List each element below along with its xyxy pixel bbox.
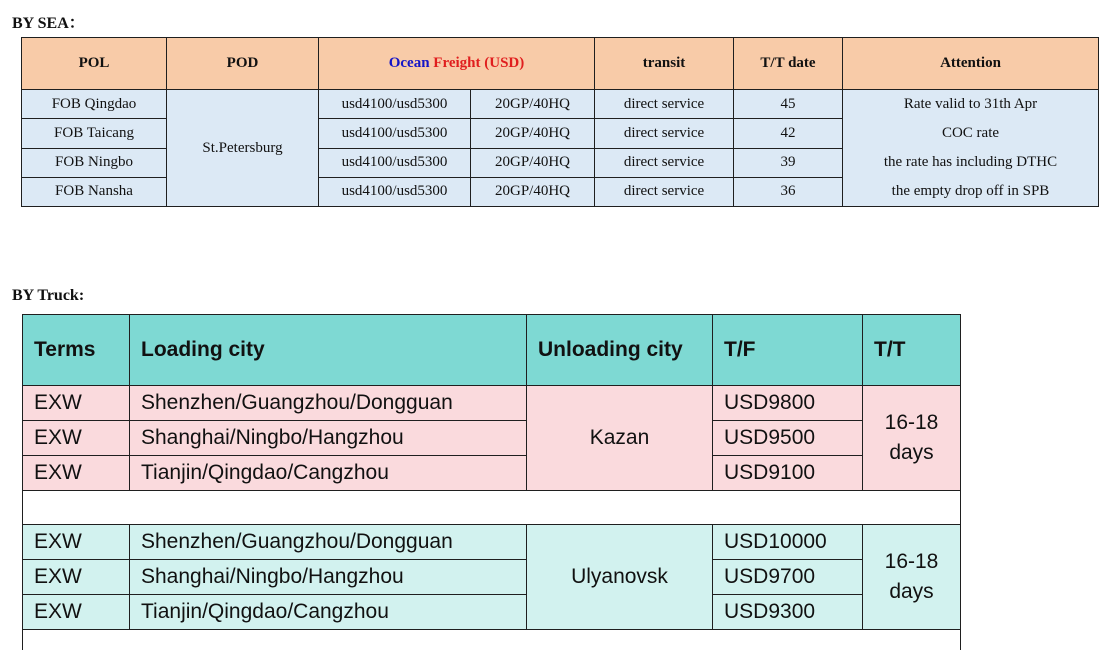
terms-cell: EXW xyxy=(23,525,130,560)
loading-city-cell: Shenzhen/Guangzhou/Dongguan xyxy=(130,525,527,560)
pol-header: POL xyxy=(22,38,167,90)
attention-cell xyxy=(843,90,1099,207)
container-cell: 20GP/40HQ xyxy=(471,177,595,206)
transit-cell: direct service xyxy=(595,148,734,177)
sea-section-heading: BY SEA： xyxy=(12,15,85,32)
tt-date-cell: 36 xyxy=(734,177,843,206)
terms-cell: EXW xyxy=(23,456,130,491)
freight-usd-label: Freight (USD) xyxy=(429,55,525,71)
truck-section-heading: BY Truck: xyxy=(12,287,85,304)
loading-city-cell: Tianjin/Qingdao/Cangzhou xyxy=(130,595,527,630)
terms-cell: EXW xyxy=(23,386,130,421)
pol-cell: FOB Ningbo xyxy=(22,148,167,177)
rate-cell: usd4100/usd5300 xyxy=(319,177,471,206)
tf-cell: USD9800 xyxy=(713,386,863,421)
tf-cell: USD9700 xyxy=(713,560,863,595)
tt-date-cell: 42 xyxy=(734,119,843,148)
ocean-label: Ocean xyxy=(388,55,430,71)
sea-row xyxy=(22,90,1099,119)
sea-freight-table xyxy=(21,37,1099,207)
transit-cell: direct service xyxy=(595,90,734,119)
rate-cell: usd4100/usd5300 xyxy=(319,119,471,148)
attention-line: Rate valid to 31th Apr xyxy=(903,96,1038,112)
spacer-cell xyxy=(23,630,961,651)
terms-cell: EXW xyxy=(23,421,130,456)
loading-city-cell: Shanghai/Ningbo/Hangzhou xyxy=(130,560,527,595)
attention-line: the empty drop off in SPB xyxy=(891,183,1050,199)
rate-cell: usd4100/usd5300 xyxy=(319,90,471,119)
truck-freight-table xyxy=(22,314,961,650)
tt-date-header: T/T date xyxy=(734,38,843,90)
rate-cell: usd4100/usd5300 xyxy=(319,148,471,177)
group-spacer-row xyxy=(23,491,961,525)
spacer-cell xyxy=(23,491,961,525)
loading-city-cell: Shanghai/Ningbo/Hangzhou xyxy=(130,421,527,456)
terms-header: Terms xyxy=(23,315,130,386)
tt-date-cell: 45 xyxy=(734,90,843,119)
transit-header: transit xyxy=(595,38,734,90)
tf-cell: USD10000 xyxy=(713,525,863,560)
terms-cell: EXW xyxy=(23,560,130,595)
pod-cell: St.Petersburg xyxy=(167,90,319,207)
truck-row xyxy=(23,456,961,491)
loading-city-cell: Tianjin/Qingdao/Cangzhou xyxy=(130,456,527,491)
ocean-freight-header xyxy=(319,38,595,90)
tf-cell: USD9500 xyxy=(713,421,863,456)
pod-header: POD xyxy=(167,38,319,90)
loading-city-header: Loading city xyxy=(130,315,527,386)
pol-cell: FOB Qingdao xyxy=(22,90,167,119)
container-cell: 20GP/40HQ xyxy=(471,148,595,177)
tf-header: T/F xyxy=(713,315,863,386)
attention-line: COC rate xyxy=(941,125,1000,141)
container-cell: 20GP/40HQ xyxy=(471,90,595,119)
pol-cell: FOB Nansha xyxy=(22,177,167,206)
attention-line: the rate has including DTHC xyxy=(883,154,1058,170)
truck-row xyxy=(23,560,961,595)
loading-city-cell: Shenzhen/Guangzhou/Dongguan xyxy=(130,386,527,421)
attention-header: Attention xyxy=(843,38,1099,90)
trailing-spacer-row xyxy=(23,630,961,651)
tt-header: T/T xyxy=(863,315,961,386)
truck-row xyxy=(23,421,961,456)
truck-header-row xyxy=(23,315,961,386)
pol-cell: FOB Taicang xyxy=(22,119,167,148)
unloading-city-cell: Kazan xyxy=(527,386,713,491)
truck-row xyxy=(23,595,961,630)
unloading-city-header: Unloading city xyxy=(527,315,713,386)
tt-cell: 16-18 days xyxy=(863,525,961,630)
container-cell: 20GP/40HQ xyxy=(471,119,595,148)
tf-cell: USD9100 xyxy=(713,456,863,491)
truck-row xyxy=(23,386,961,421)
tt-cell: 16-18 days xyxy=(863,386,961,491)
transit-cell: direct service xyxy=(595,119,734,148)
tf-cell: USD9300 xyxy=(713,595,863,630)
tt-date-cell: 39 xyxy=(734,148,843,177)
unloading-city-cell: Ulyanovsk xyxy=(527,525,713,630)
sea-header-row xyxy=(22,38,1099,90)
truck-row xyxy=(23,525,961,560)
terms-cell: EXW xyxy=(23,595,130,630)
transit-cell: direct service xyxy=(595,177,734,206)
